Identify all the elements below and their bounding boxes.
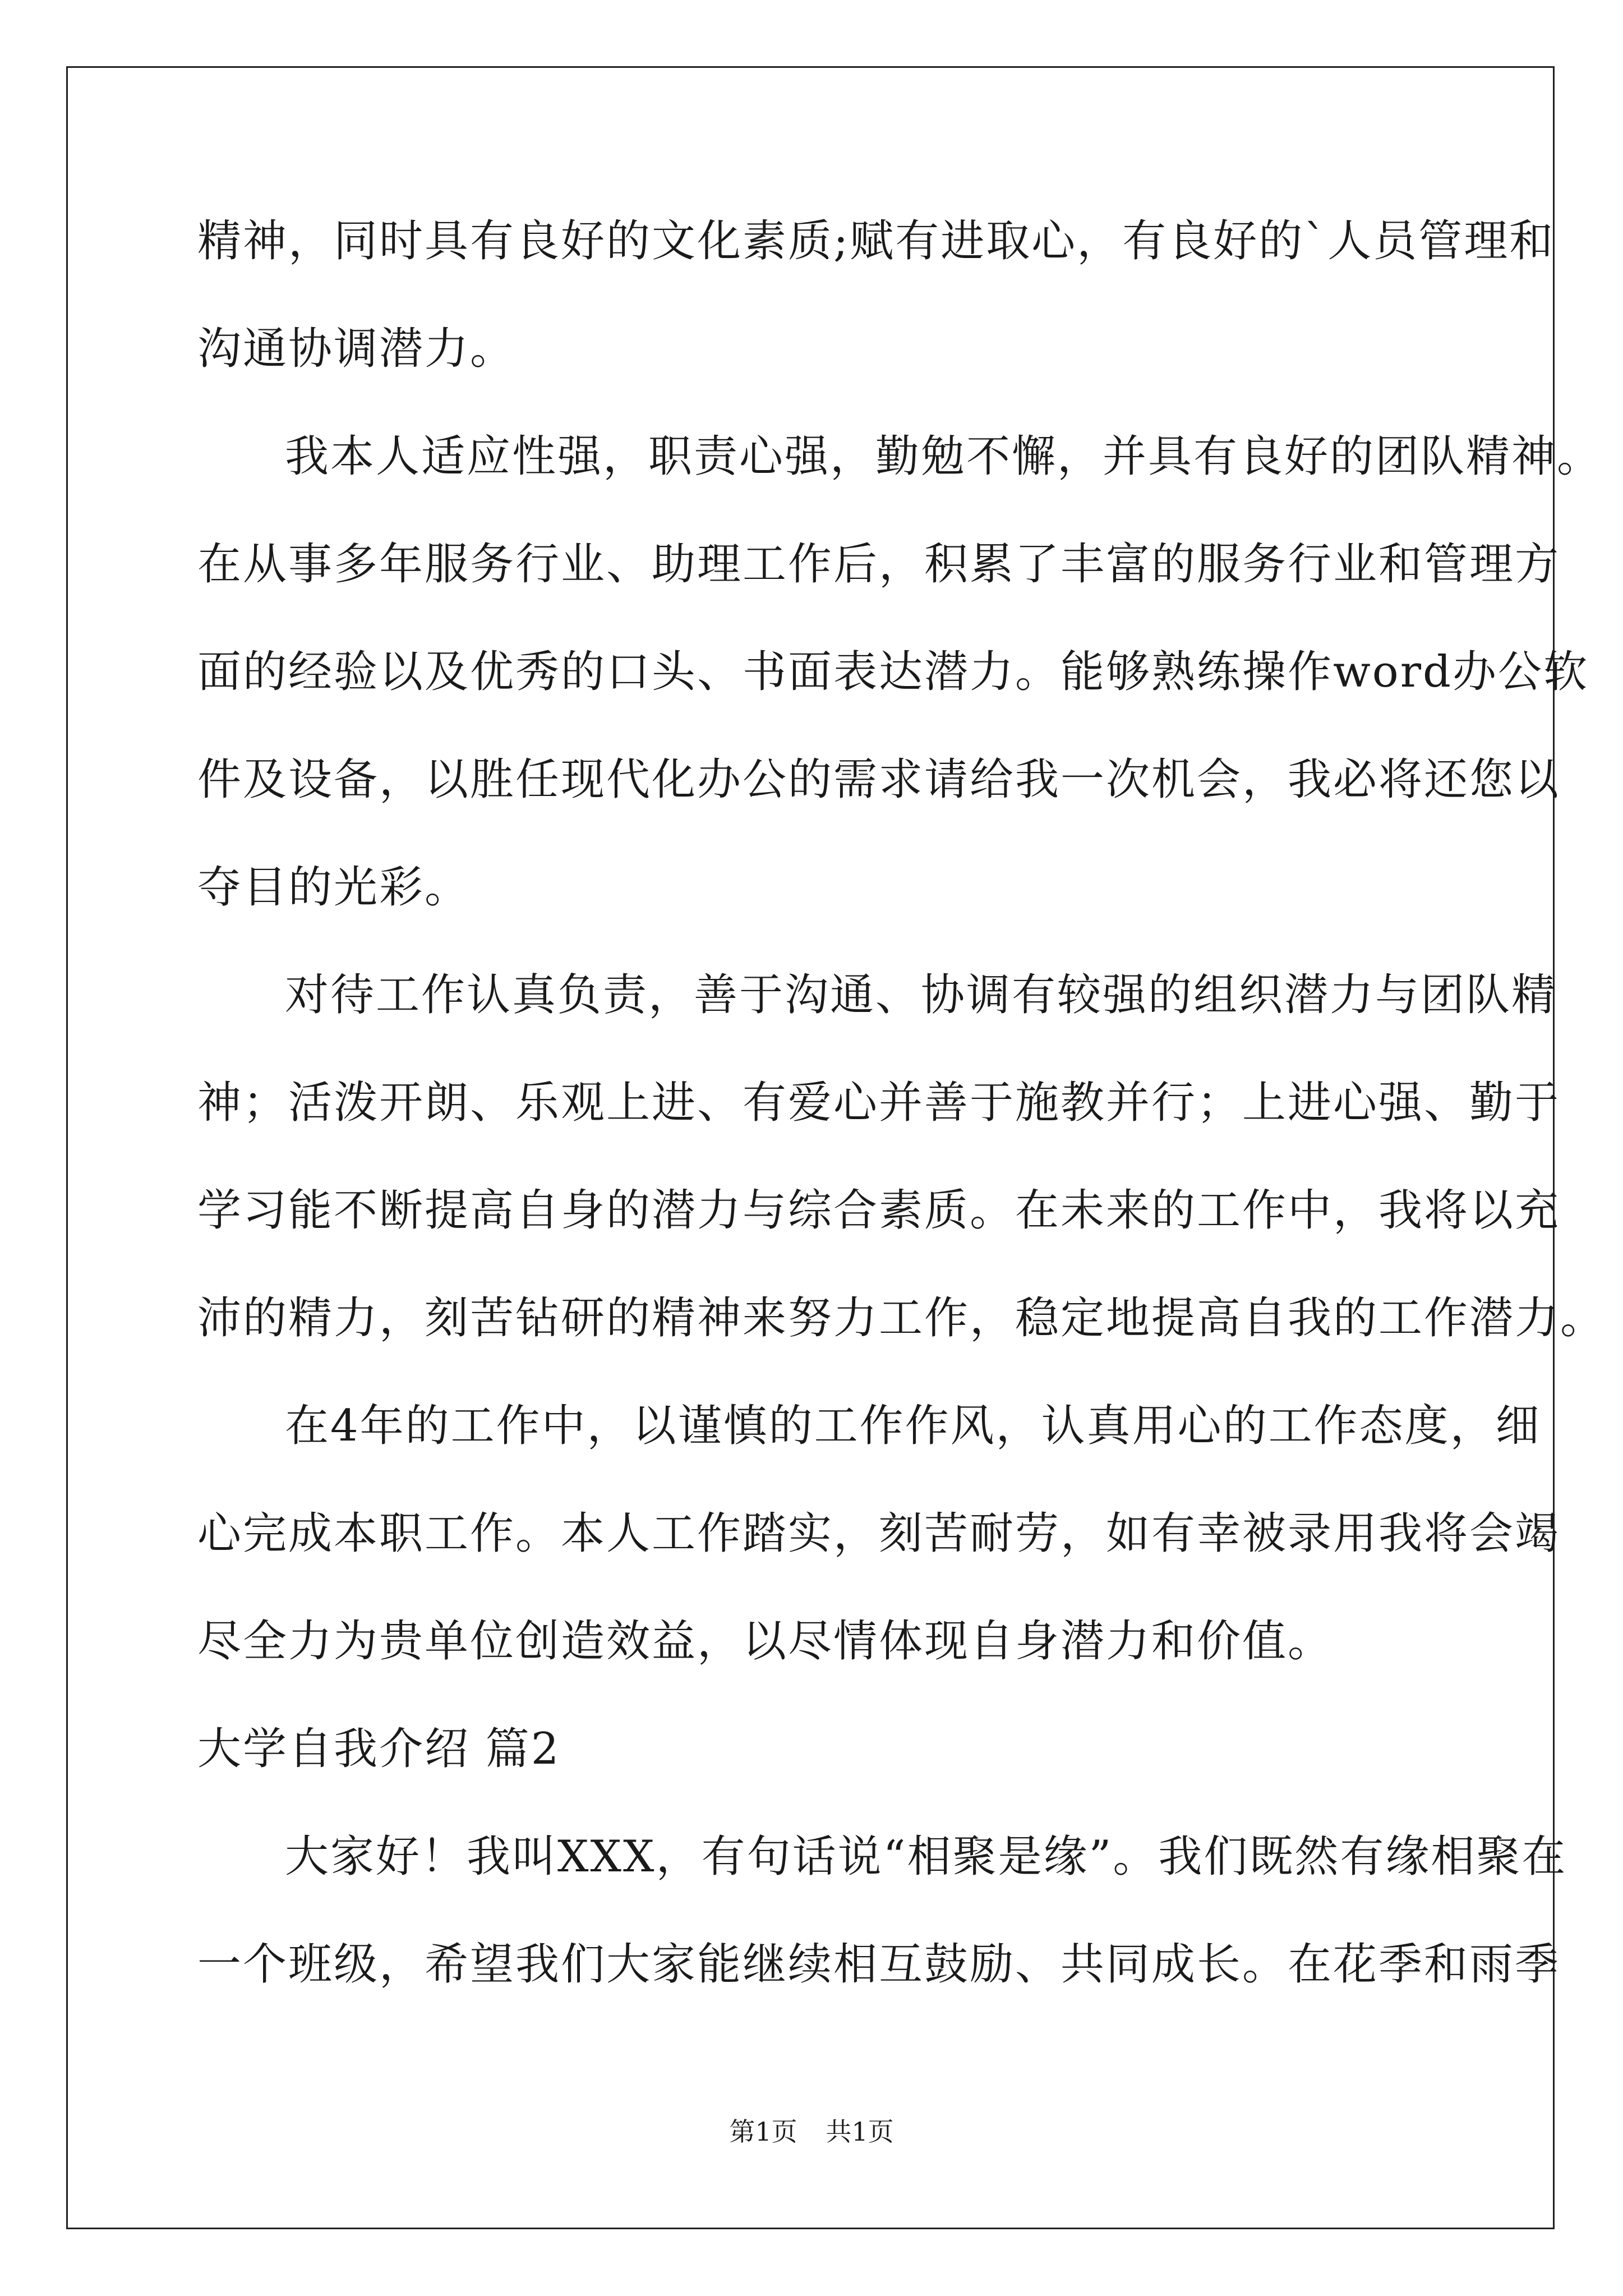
text-line: 神；活泼开朗、乐观上进、有爱心并善于施教并行；上进心强、勤于	[197, 1078, 1561, 1128]
text-line: 尽全力为贵单位创造效益，以尽情体现自身潜力和价值。	[197, 1616, 1334, 1667]
paragraph-start-line: 对待工作认真负责，善于沟通、协调有较强的组织潜力与团队精	[285, 970, 1557, 1020]
page-number: 第1页	[729, 2116, 797, 2147]
page-footer	[0, 2115, 1623, 2148]
text-line: 在从事多年服务行业、助理工作后，积累了丰富的服务行业和管理方	[197, 539, 1561, 590]
text-line: 沟通协调潜力。	[197, 324, 516, 374]
paragraph-start-line: 在4年的工作中，以谨慎的工作作风，认真用心的工作态度，细	[285, 1401, 1541, 1451]
page-border	[66, 66, 1555, 2229]
text-line: 精神，同时具有良好的文化素质;赋有进取心，有良好的`人员管理和	[197, 216, 1555, 266]
text-line: 沛的精力，刻苦钻研的精神来努力工作，稳定地提高自我的工作潜力。	[197, 1293, 1606, 1343]
page-total: 共1页	[826, 2116, 894, 2147]
text-line: 心完成本职工作。本人工作踏实，刻苦耐劳，如有幸被录用我将会竭	[197, 1508, 1561, 1559]
section-heading: 大学自我介绍 篇2	[197, 1724, 561, 1774]
text-line: 学习能不断提高自身的潜力与综合素质。在未来的工作中，我将以充	[197, 1185, 1561, 1236]
text-line: 夺目的光彩。	[197, 862, 471, 913]
text-line: 一个班级，希望我们大家能继续相互鼓励、共同成长。在花季和雨季	[197, 1939, 1561, 1990]
paragraph-start-line: 大家好！我叫XXX，有句话说“相聚是缘”。我们既然有缘相聚在	[285, 1832, 1567, 1882]
paragraph-start-line: 我本人适应性强，职责心强，勤勉不懈，并具有良好的团队精神。	[285, 431, 1603, 482]
text-line: 面的经验以及优秀的口头、书面表达潜力。能够熟练操作word办公软	[197, 647, 1589, 697]
text-line: 件及设备，以胜任现代化办公的需求请给我一次机会，我必将还您以	[197, 754, 1561, 805]
